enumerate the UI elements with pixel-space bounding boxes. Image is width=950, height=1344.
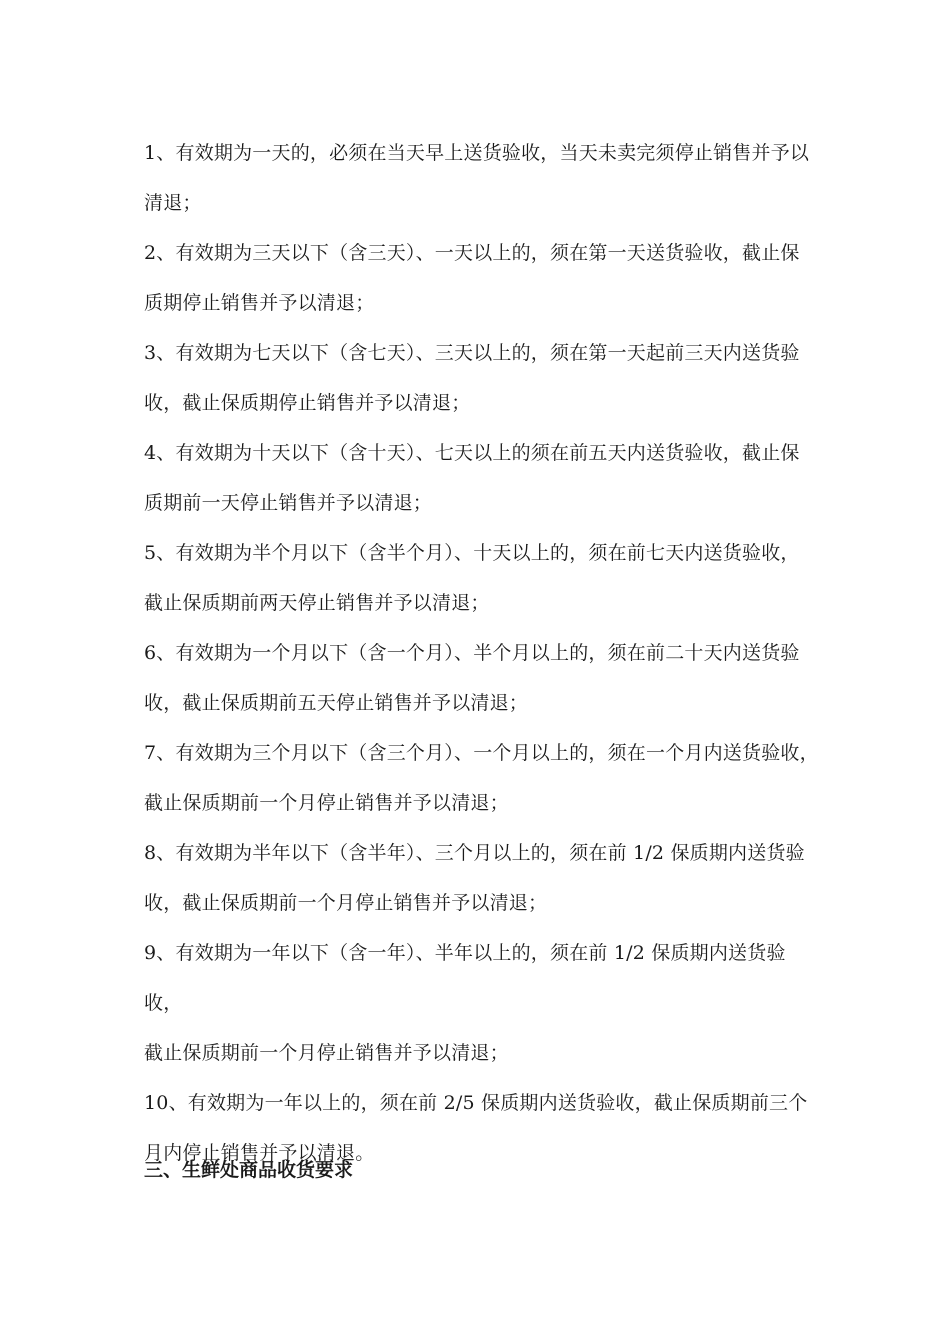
- item-line: 2、有效期为三天以下（含三天）、一天以上的，须在第一天送货验收，截止保: [144, 242, 800, 264]
- item-line: 7、有效期为三个月以下（含三个月）、一个月以上的，须在一个月内送货验收，: [144, 742, 819, 764]
- item-line: 6、有效期为一个月以下（含一个月）、半个月以上的，须在前二十天内送货验: [144, 642, 800, 664]
- item-line: 8、有效期为半年以下（含半年）、三个月以上的，须在前 1/2 保质期内送货验: [144, 842, 805, 864]
- item-line: 质期停止销售并予以清退；: [144, 292, 375, 314]
- list-item: [144, 928, 824, 1078]
- list-item: [144, 428, 824, 528]
- list-item: [144, 828, 824, 928]
- item-line: 收，截止保质期停止销售并予以清退；: [144, 392, 471, 414]
- item-line: 月内停止销售并予以清退。: [144, 1142, 375, 1164]
- document-body: [144, 128, 824, 1178]
- item-line: 1、有效期为一天的，必须在当天早上送货验收，当天未卖完须停止销售并予以: [144, 142, 810, 164]
- item-line: 截止保质期前两天停止销售并予以清退；: [144, 592, 490, 614]
- item-line: 10、有效期为一年以上的，须在前 2/5 保质期内送货验收，截止保质期前三个: [144, 1092, 808, 1114]
- item-line: 9、有效期为一年以下（含一年）、半年以上的，须在前 1/2 保质期内送货验收，: [144, 942, 786, 1014]
- list-item: [144, 728, 824, 828]
- list-item: [144, 628, 824, 728]
- list-item: [144, 128, 824, 228]
- item-line: 截止保质期前一个月停止销售并予以清退；: [144, 792, 509, 814]
- item-line: 截止保质期前一个月停止销售并予以清退；: [144, 1042, 509, 1064]
- item-line: 质期前一天停止销售并予以清退；: [144, 492, 433, 514]
- list-item: [144, 528, 824, 628]
- item-line: 4、有效期为十天以下（含十天）、七天以上的须在前五天内送货验收，截止保: [144, 442, 800, 464]
- list-item: [144, 228, 824, 328]
- list-item: [144, 328, 824, 428]
- item-line: 清退；: [144, 192, 202, 214]
- item-line: 3、有效期为七天以下（含七天）、三天以上的，须在第一天起前三天内送货验: [144, 342, 800, 364]
- section-heading: 三、生鲜处商品收货要求: [144, 1159, 354, 1181]
- item-line: 收，截止保质期前一个月停止销售并予以清退；: [144, 892, 548, 914]
- item-line: 收，截止保质期前五天停止销售并予以清退；: [144, 692, 529, 714]
- item-line: 5、有效期为半个月以下（含半个月）、十天以上的，须在前七天内送货验收，: [144, 542, 800, 564]
